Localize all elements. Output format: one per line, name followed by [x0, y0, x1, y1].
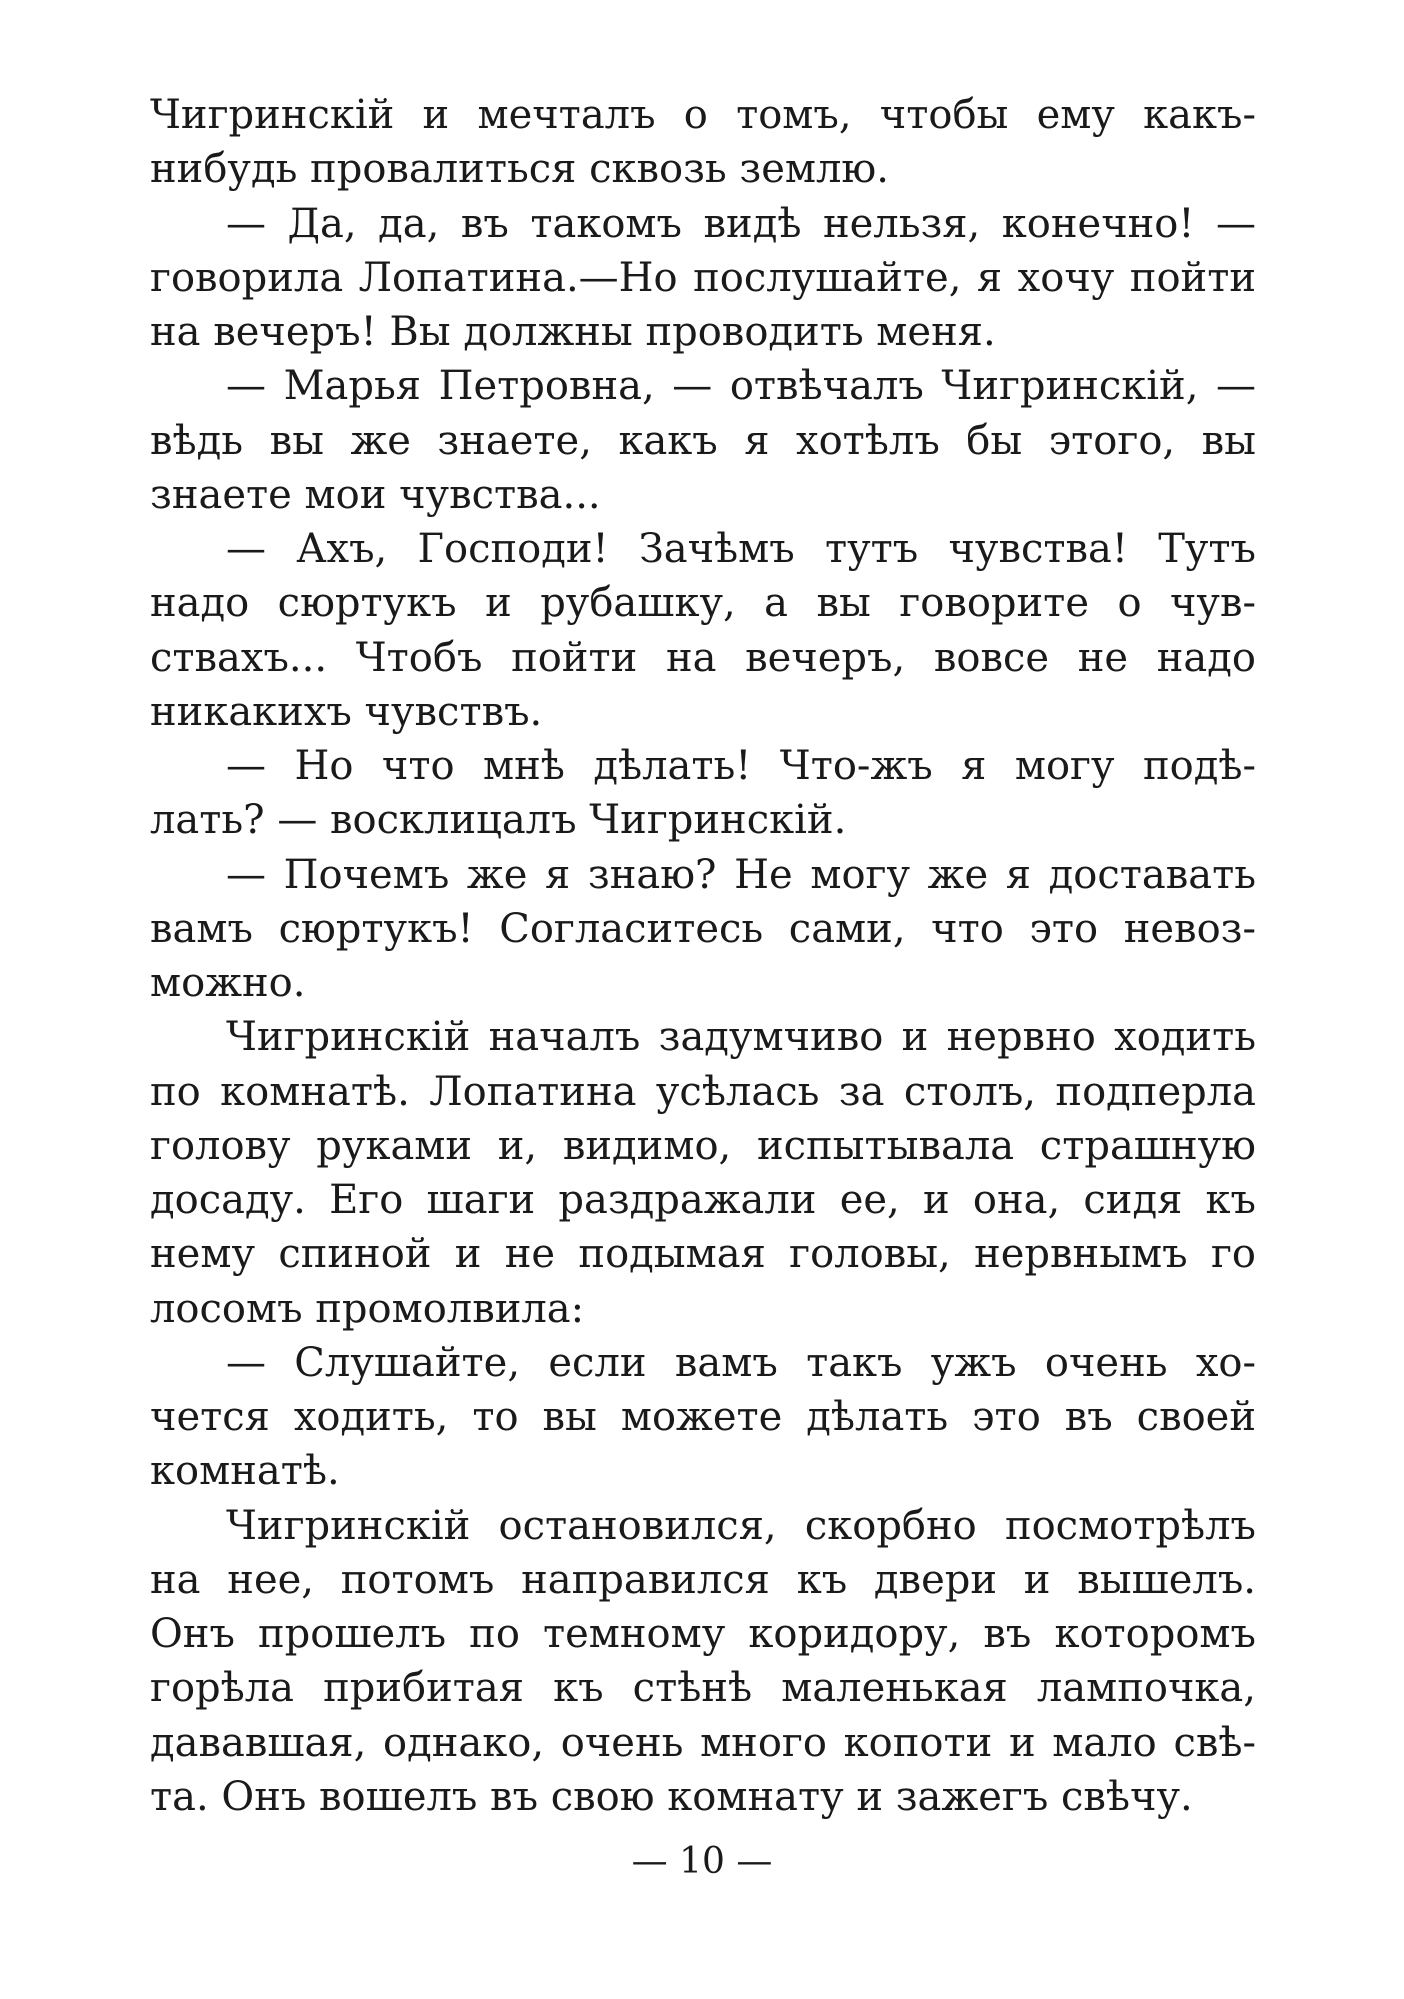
text-line: та. Онъ вошелъ въ свою комнату и зажегъ свѣчу.	[150, 1773, 1193, 1820]
text-line: Чигринскій началъ задумчиво и нервно ходить	[226, 1014, 1256, 1061]
text-line: вѣдь вы же знаете, какъ я хотѣлъ бы этого, вы	[150, 417, 1256, 464]
text-line: на нее, потомъ направился къ двери и вышелъ.	[150, 1556, 1256, 1603]
page-text	[150, 88, 1256, 1824]
text-line: знаете мои чувства...	[150, 471, 601, 518]
text-line: дававшая, однако, очень много копоти и мало свѣ-	[150, 1719, 1256, 1766]
text-line: вамъ сюртукъ! Согласитесь сами, что это невоз-	[150, 905, 1256, 952]
text-line: — Но что мнѣ дѣлать! Что-жъ я могу подѣ-	[226, 743, 1256, 789]
text-line: — Слушайте, если вамъ такъ ужъ очень хо-	[226, 1339, 1256, 1386]
text-line: — Марья Петровна, — отвѣчалъ Чигринскій, —	[226, 363, 1256, 410]
text-line: можно.	[150, 960, 306, 1006]
text-line: лосомъ промолвила:	[150, 1285, 585, 1332]
text-line: Чигринскій и мечталъ о томъ, чтобы ему какъ-	[150, 92, 1256, 138]
text-line: надо сюртукъ и рубашку, а вы говорите о чув-	[150, 580, 1256, 627]
text-line: досаду. Его шаги раздражали ее, и она, сидя къ	[150, 1177, 1256, 1223]
text-line: — Ахъ, Господи! Зачѣмъ тутъ чувства! Тутъ	[226, 526, 1256, 572]
text-line: чется ходить, то вы можете дѣлать это въ своей	[150, 1394, 1256, 1440]
text-line: голову руками и, видимо, испытывала страшную	[150, 1122, 1256, 1169]
text-line: ствахъ... Чтобъ пойти на вечеръ, вовсе не надо	[150, 634, 1256, 681]
text-line: нему спиной и не подымая головы, нервнымъ го	[150, 1231, 1256, 1278]
text-line: говорила Лопатина.—Но послушайте, я хочу пойти	[150, 254, 1256, 301]
text-line: никакихъ чувствъ.	[150, 688, 543, 735]
text-line: нибудь провалиться сквозь землю.	[150, 146, 889, 193]
text-line: — Да, да, въ такомъ видѣ нельзя, конечно! —	[226, 200, 1256, 247]
page-number: — 10 —	[631, 1841, 773, 1882]
text-line: на вечеръ! Вы должны проводить меня.	[150, 309, 996, 355]
text-line: комнатѣ.	[150, 1448, 340, 1495]
text-line: по комнатѣ. Лопатина усѣлась за столъ, подперла	[150, 1068, 1256, 1115]
text-line: горѣла прибитая къ стѣнѣ маленькая лампочка,	[150, 1665, 1256, 1712]
text-line: Онъ прошелъ по темному коридору, въ которомъ	[150, 1611, 1256, 1657]
text-line: Чигринскій остановился, скорбно посмотрѣлъ	[226, 1502, 1256, 1549]
text-line: — Почемъ же я знаю? Не могу же я доставать	[226, 851, 1256, 898]
text-line: лать? — восклицалъ Чигринскій.	[150, 797, 847, 844]
